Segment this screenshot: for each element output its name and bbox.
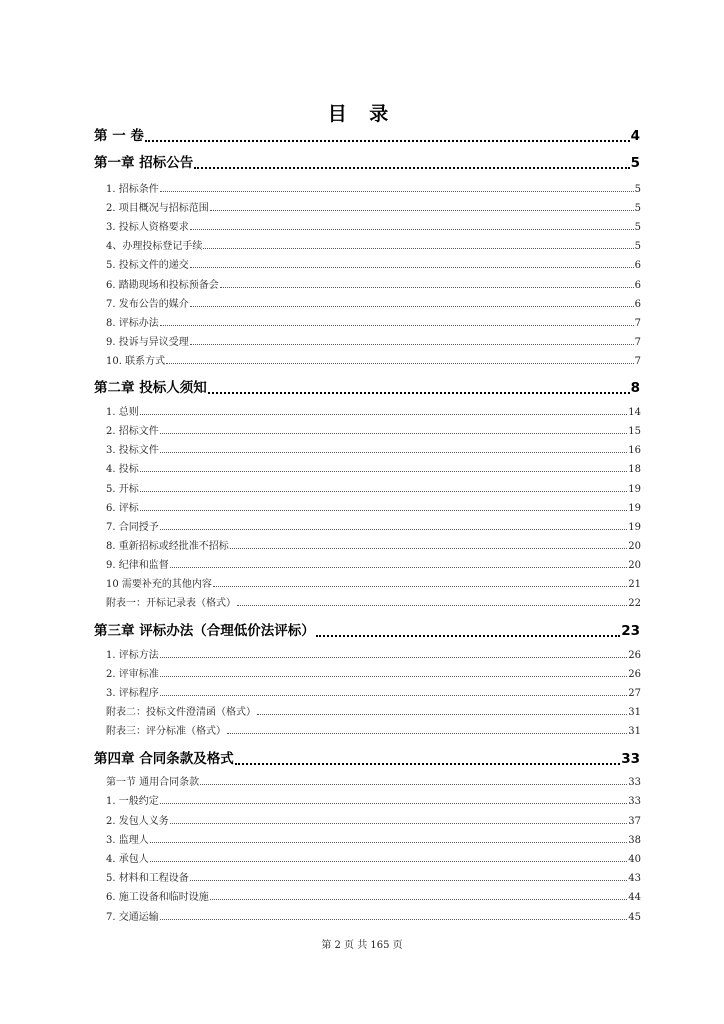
toc-chapter-entry[interactable]: [94, 378, 640, 396]
toc-section-entry[interactable]: [106, 353, 641, 367]
toc-entry-label: 10. 联系方式: [106, 356, 166, 367]
toc-leader-dots: [170, 823, 628, 824]
toc-leader-dots: [190, 267, 634, 268]
toc-leader-dots: [194, 167, 629, 169]
toc-section-entry[interactable]: [106, 519, 641, 533]
toc-section-entry[interactable]: [106, 851, 641, 865]
toc-entry-page-number: 6: [634, 280, 641, 291]
toc-entry-page-number: 44: [628, 892, 641, 903]
toc-section-entry[interactable]: [106, 404, 641, 418]
toc-entry-label: 附表三：评分标准（格式）: [106, 726, 226, 737]
toc-entry-label: 5. 投标文件的递交: [106, 260, 189, 271]
toc-entry-page-number: 20: [628, 560, 641, 571]
toc-section-entry[interactable]: [106, 813, 641, 827]
toc-entry-page-number: 16: [628, 445, 641, 456]
toc-leader-dots: [140, 471, 628, 472]
toc-section-entry[interactable]: [106, 774, 641, 788]
toc-section-entry[interactable]: [106, 889, 641, 903]
toc-entry-label: 4. 投标: [106, 464, 139, 475]
toc-entry-page-number: 7: [634, 356, 641, 367]
toc-entry-label: 8. 评标办法: [106, 318, 159, 329]
toc-section-entry[interactable]: [106, 723, 641, 737]
toc-entry-label: 5. 材料和工程设备: [106, 873, 189, 884]
toc-leader-dots: [160, 695, 628, 696]
toc-leader-dots: [145, 140, 630, 142]
toc-leader-dots: [257, 714, 627, 715]
toc-entry-label: 1. 一般约定: [106, 796, 159, 807]
toc-entry-page-number: 45: [628, 912, 641, 923]
toc-leader-dots: [160, 803, 628, 804]
toc-section-entry[interactable]: [106, 334, 641, 348]
toc-leader-dots: [160, 433, 628, 434]
toc-entry-page-number: 7: [634, 318, 641, 329]
toc-section-entry[interactable]: [106, 461, 641, 475]
toc-entry-page-number: 19: [628, 522, 641, 533]
toc-entry-label: 3. 监理人: [106, 835, 149, 846]
toc-entry-page-number: 6: [634, 260, 641, 271]
toc-entry-page-number: 33: [628, 796, 641, 807]
toc-entry-label: 4. 承包人: [106, 854, 149, 865]
toc-leader-dots: [213, 586, 627, 587]
toc-entry-label: 第一章 招标公告: [94, 155, 194, 171]
toc-entry-page-number: 26: [628, 669, 641, 680]
toc-leader-dots: [208, 392, 630, 394]
toc-entry-label: 第一节 通用合同条款: [106, 777, 200, 788]
toc-leader-dots: [230, 548, 628, 549]
toc-section-entry[interactable]: [106, 296, 641, 310]
toc-entry-label: 3. 投标人资格要求: [106, 222, 189, 233]
toc-leader-dots: [160, 325, 634, 326]
toc-entry-page-number: 26: [628, 650, 641, 661]
toc-section-entry[interactable]: [106, 576, 641, 590]
toc-section-entry[interactable]: [106, 200, 641, 214]
toc-leader-dots: [160, 452, 628, 453]
toc-entry-label: 6. 踏勘现场和投标预备会: [106, 280, 219, 291]
toc-entry-page-number: 33: [621, 751, 640, 767]
toc-leader-dots: [220, 287, 634, 288]
toc-entry-page-number: 5: [630, 155, 640, 171]
toc-entry-page-number: 43: [628, 873, 641, 884]
toc-leader-dots: [235, 763, 621, 765]
toc-chapter-entry[interactable]: [94, 621, 640, 639]
toc-entry-label: 2. 发包人义务: [106, 816, 169, 827]
toc-entry-label: 6. 评标: [106, 503, 139, 514]
page-title: 目 录: [327, 103, 397, 125]
toc-section-entry[interactable]: [106, 277, 641, 291]
toc-entry-page-number: 18: [628, 464, 641, 475]
toc-entry-label: 2. 评审标准: [106, 669, 159, 680]
toc-entry-page-number: 38: [628, 835, 641, 846]
toc-entry-page-number: 5: [634, 184, 641, 195]
toc-section-entry[interactable]: [106, 500, 641, 514]
toc-entry-label: 1. 招标条件: [106, 184, 159, 195]
toc-section-entry[interactable]: [106, 793, 641, 807]
toc-entry-label: 2. 项目概况与招标范围: [106, 203, 209, 214]
toc-section-entry[interactable]: [106, 257, 641, 271]
toc-section-entry[interactable]: [106, 704, 641, 718]
toc-entry-label: 7. 交通运输: [106, 912, 159, 923]
toc-entry-page-number: 5: [634, 203, 641, 214]
toc-leader-dots: [150, 842, 628, 843]
toc-leader-dots: [166, 363, 634, 364]
toc-section-entry[interactable]: [106, 538, 641, 552]
toc-entry-label: 附表二：投标文件澄清函（格式）: [106, 707, 256, 718]
toc-entry-page-number: 6: [634, 299, 641, 310]
toc-section-entry[interactable]: [106, 219, 641, 233]
toc-entry-label: 6. 施工设备和临时设施: [106, 892, 209, 903]
toc-leader-dots: [190, 306, 634, 307]
toc-entry-label: 9. 纪律和监督: [106, 560, 169, 571]
toc-entry-label: 1. 总则: [106, 407, 139, 418]
toc-chapter-entry[interactable]: [94, 749, 640, 767]
toc-entry-page-number: 14: [628, 407, 641, 418]
toc-entry-page-number: 31: [628, 726, 641, 737]
toc-entry-page-number: 21: [628, 579, 641, 590]
toc-entry-label: 4、办理投标登记手续: [106, 241, 203, 252]
toc-entry-label: 9. 投诉与异议受理: [106, 337, 189, 348]
toc-leader-dots: [160, 657, 628, 658]
toc-chapter-entry[interactable]: [94, 126, 640, 144]
toc-entry-page-number: 8: [630, 380, 640, 396]
toc-entry-label: 7. 发布公告的媒介: [106, 299, 189, 310]
toc-entry-page-number: 7: [634, 337, 641, 348]
toc-entry-label: 第 一 卷: [94, 128, 144, 144]
toc-section-entry[interactable]: [106, 181, 641, 195]
toc-entry-label: 7. 合同授予: [106, 522, 159, 533]
toc-entry-page-number: 27: [628, 688, 641, 699]
toc-section-entry[interactable]: [106, 557, 641, 571]
toc-entry-page-number: 20: [628, 541, 641, 552]
toc-leader-dots: [190, 344, 634, 345]
toc-leader-dots: [237, 605, 627, 606]
toc-leader-dots: [160, 676, 628, 677]
toc-entry-page-number: 15: [628, 426, 641, 437]
toc-section-entry[interactable]: [106, 238, 641, 252]
toc-entry-page-number: 5: [634, 222, 641, 233]
toc-section-entry[interactable]: [106, 595, 641, 609]
toc-section-entry[interactable]: [106, 870, 641, 884]
toc-leader-dots: [140, 414, 628, 415]
toc-section-entry[interactable]: [106, 315, 641, 329]
toc-leader-dots: [203, 248, 633, 249]
toc-entry-page-number: 31: [628, 707, 641, 718]
toc-section-entry[interactable]: [106, 685, 641, 699]
toc-section-entry[interactable]: [106, 442, 641, 456]
toc-leader-dots: [150, 861, 628, 862]
toc-entry-label: 2. 招标文件: [106, 426, 159, 437]
toc-entry-label: 1. 评标方法: [106, 650, 159, 661]
toc-entry-label: 第二章 投标人须知: [94, 380, 207, 396]
toc-entry-page-number: 22: [628, 598, 641, 609]
toc-leader-dots: [160, 919, 628, 920]
toc-leader-dots: [140, 510, 628, 511]
toc-entry-label: 附表一：开标记录表（格式）: [106, 598, 236, 609]
toc-entry-label: 第三章 评标办法（合理低价法评标）: [94, 623, 315, 639]
toc-chapter-entry[interactable]: [94, 153, 640, 171]
toc-section-entry[interactable]: [106, 909, 641, 923]
toc-entry-page-number: 23: [621, 623, 640, 639]
toc-entry-page-number: 5: [634, 241, 641, 252]
toc-entry-page-number: 40: [628, 854, 641, 865]
toc-section-entry[interactable]: [106, 666, 641, 680]
toc-leader-dots: [190, 880, 628, 881]
toc-entry-label: 5. 开标: [106, 484, 139, 495]
toc-entry-page-number: 19: [628, 484, 641, 495]
page-footer: 第 2 页 共 165 页: [321, 940, 403, 951]
toc-section-entry[interactable]: [106, 832, 641, 846]
toc-entry-page-number: 33: [628, 777, 641, 788]
toc-leader-dots: [170, 567, 628, 568]
toc-entry-label: 8. 重新招标或经批准不招标: [106, 541, 229, 552]
toc-leader-dots: [227, 733, 627, 734]
toc-leader-dots: [140, 491, 628, 492]
toc-leader-dots: [316, 635, 621, 637]
toc-entry-label: 第四章 合同条款及格式: [94, 751, 234, 767]
toc-entry-page-number: 4: [630, 128, 640, 144]
toc-leader-dots: [210, 899, 628, 900]
toc-leader-dots: [210, 210, 634, 211]
toc-entry-label: 10 需要补充的其他内容: [106, 579, 212, 590]
toc-leader-dots: [190, 229, 634, 230]
toc-entry-label: 3. 投标文件: [106, 445, 159, 456]
toc-entry-label: 3. 评标程序: [106, 688, 159, 699]
toc-leader-dots: [160, 191, 634, 192]
toc-section-entry[interactable]: [106, 481, 641, 495]
toc-leader-dots: [160, 529, 628, 530]
toc-section-entry[interactable]: [106, 647, 641, 661]
toc-leader-dots: [200, 784, 627, 785]
toc-entry-page-number: 37: [628, 816, 641, 827]
toc-section-entry[interactable]: [106, 423, 641, 437]
toc-entry-page-number: 19: [628, 503, 641, 514]
